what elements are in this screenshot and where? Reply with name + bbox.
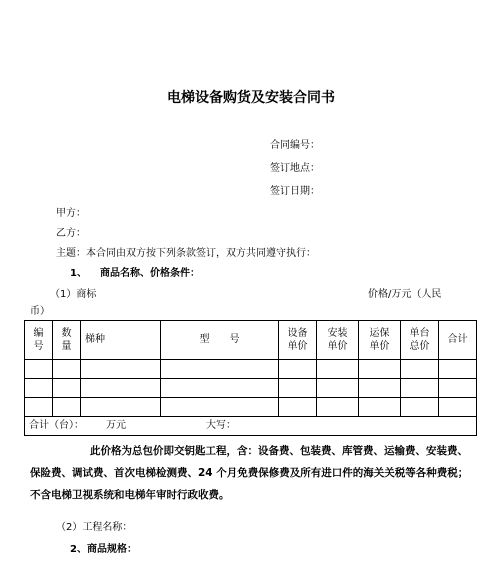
header-equipment-price: 设备 单价	[279, 321, 317, 360]
header-transport-price: 运保 单价	[359, 321, 401, 360]
trademark-label: （1）商标	[50, 289, 97, 300]
section-1-title: 商品名称、价格条件：	[100, 268, 200, 279]
table-row	[25, 379, 477, 398]
price-unit-label-cont: 币）	[30, 306, 50, 317]
sign-place-label: 签订地点：	[270, 163, 320, 174]
header-total: 合计	[439, 321, 477, 360]
price-unit-label: 价格/万元（人民	[368, 289, 442, 300]
footer-total-prefix: 合计（台）：	[29, 420, 84, 432]
contract-number-label: 合同编号：	[270, 140, 320, 151]
table-footer-row	[25, 417, 477, 436]
sign-date-label: 签订日期：	[270, 186, 320, 197]
party-a-label: 甲方：	[56, 208, 86, 219]
table-row	[25, 398, 477, 417]
footer-uppercase: 大写：	[206, 420, 236, 432]
table-footer-cell	[25, 417, 477, 436]
subject-text: 主题：本合同由双方按下列条款签订，双方共同遵守执行：	[56, 248, 316, 259]
price-note-text: 此价格为总包价即交钥匙工程，含：设备费、包装费、库管费、运输费、安装费、保险费、调试费、首次电梯检测费、24 个月免费保修费及所有进口件的海关关税等各种费税；不含电梯卫视系统和电梯年审时行政收费。	[30, 445, 469, 501]
header-install-price: 安装 单价	[317, 321, 359, 360]
project-name-label: （2）工程名称：	[56, 522, 133, 533]
footer-total-unit: 万元	[106, 420, 126, 432]
header-unit-total: 单台 总价	[401, 321, 439, 360]
header-elevator-type: 梯种	[81, 321, 161, 360]
table-header-row	[25, 321, 477, 360]
party-b-label: 乙方：	[56, 228, 86, 239]
table-row	[25, 360, 477, 379]
header-qty: 数 量	[53, 321, 81, 360]
section-1-number: 1、	[70, 268, 87, 279]
goods-table	[24, 320, 477, 436]
header-no: 编 号	[25, 321, 53, 360]
price-note-paragraph	[30, 440, 470, 506]
header-model: 型 号	[161, 321, 279, 360]
page-title: 电梯设备购货及安装合同书	[167, 90, 335, 106]
section-2-title: 2、商品规格：	[70, 544, 137, 555]
